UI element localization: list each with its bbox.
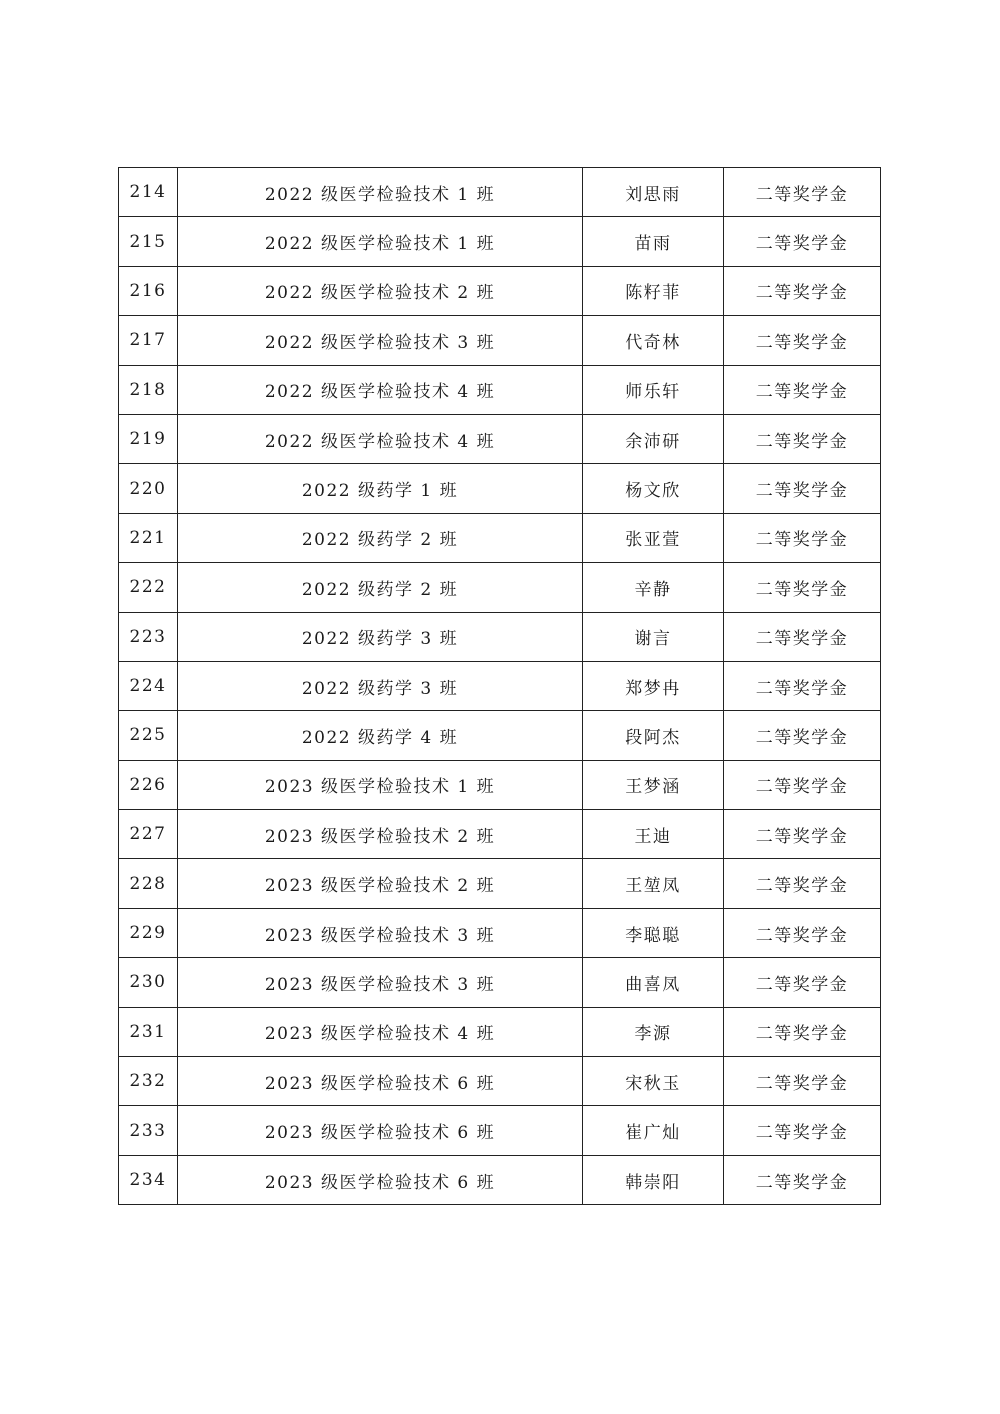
class-name-cell: 2023 级医学检验技术 4 班 <box>178 1007 583 1056</box>
student-name-cell: 王梦涵 <box>583 760 724 809</box>
student-name-cell: 辛静 <box>583 563 724 612</box>
row-number-cell: 223 <box>119 612 178 661</box>
award-level-cell: 二等奖学金 <box>724 217 881 266</box>
class-name-cell: 2022 级医学检验技术 1 班 <box>178 168 583 217</box>
table-row <box>119 168 881 217</box>
class-name-cell: 2023 级医学检验技术 2 班 <box>178 859 583 908</box>
table-row <box>119 661 881 710</box>
class-name-cell: 2022 级医学检验技术 4 班 <box>178 365 583 414</box>
student-name-cell: 李聪聪 <box>583 908 724 957</box>
student-name-cell: 韩崇阳 <box>583 1155 724 1204</box>
table-row <box>119 464 881 513</box>
row-number-cell: 234 <box>119 1155 178 1204</box>
table-row <box>119 563 881 612</box>
class-name-cell: 2022 级药学 4 班 <box>178 711 583 760</box>
award-level-cell: 二等奖学金 <box>724 563 881 612</box>
row-number-cell: 233 <box>119 1106 178 1155</box>
award-level-cell: 二等奖学金 <box>724 908 881 957</box>
row-number-cell: 218 <box>119 365 178 414</box>
scholarship-table <box>118 167 881 1205</box>
table-row <box>119 1155 881 1204</box>
award-level-cell: 二等奖学金 <box>724 1106 881 1155</box>
class-name-cell: 2022 级医学检验技术 3 班 <box>178 316 583 365</box>
row-number-cell: 224 <box>119 661 178 710</box>
row-number-cell: 225 <box>119 711 178 760</box>
student-name-cell: 曲喜凤 <box>583 958 724 1007</box>
class-name-cell: 2022 级药学 2 班 <box>178 513 583 562</box>
row-number-cell: 221 <box>119 513 178 562</box>
award-level-cell: 二等奖学金 <box>724 168 881 217</box>
row-number-cell: 220 <box>119 464 178 513</box>
table-row <box>119 1007 881 1056</box>
class-name-cell: 2022 级药学 2 班 <box>178 563 583 612</box>
table-row <box>119 365 881 414</box>
row-number-cell: 228 <box>119 859 178 908</box>
award-level-cell: 二等奖学金 <box>724 711 881 760</box>
student-name-cell: 余沛研 <box>583 414 724 463</box>
student-name-cell: 郑梦冉 <box>583 661 724 710</box>
award-level-cell: 二等奖学金 <box>724 316 881 365</box>
table-row <box>119 859 881 908</box>
table-row <box>119 217 881 266</box>
table-row <box>119 1106 881 1155</box>
class-name-cell: 2022 级医学检验技术 2 班 <box>178 266 583 315</box>
row-number-cell: 214 <box>119 168 178 217</box>
award-level-cell: 二等奖学金 <box>724 365 881 414</box>
award-level-cell: 二等奖学金 <box>724 760 881 809</box>
award-level-cell: 二等奖学金 <box>724 266 881 315</box>
class-name-cell: 2023 级医学检验技术 3 班 <box>178 908 583 957</box>
table-row <box>119 316 881 365</box>
table-row <box>119 414 881 463</box>
award-level-cell: 二等奖学金 <box>724 1007 881 1056</box>
award-level-cell: 二等奖学金 <box>724 661 881 710</box>
award-level-cell: 二等奖学金 <box>724 810 881 859</box>
row-number-cell: 230 <box>119 958 178 1007</box>
row-number-cell: 226 <box>119 760 178 809</box>
table-row <box>119 612 881 661</box>
student-name-cell: 李源 <box>583 1007 724 1056</box>
table-row <box>119 760 881 809</box>
student-name-cell: 师乐轩 <box>583 365 724 414</box>
row-number-cell: 216 <box>119 266 178 315</box>
student-name-cell: 张亚萱 <box>583 513 724 562</box>
student-name-cell: 代奇林 <box>583 316 724 365</box>
class-name-cell: 2022 级医学检验技术 1 班 <box>178 217 583 266</box>
class-name-cell: 2023 级医学检验技术 6 班 <box>178 1106 583 1155</box>
class-name-cell: 2022 级医学检验技术 4 班 <box>178 414 583 463</box>
class-name-cell: 2022 级药学 3 班 <box>178 612 583 661</box>
student-name-cell: 谢言 <box>583 612 724 661</box>
award-level-cell: 二等奖学金 <box>724 414 881 463</box>
row-number-cell: 219 <box>119 414 178 463</box>
table-row <box>119 810 881 859</box>
award-level-cell: 二等奖学金 <box>724 464 881 513</box>
table-row <box>119 1057 881 1106</box>
student-name-cell: 苗雨 <box>583 217 724 266</box>
student-name-cell: 王堃凤 <box>583 859 724 908</box>
class-name-cell: 2023 级医学检验技术 6 班 <box>178 1155 583 1204</box>
table-body <box>119 168 881 1205</box>
table-row <box>119 908 881 957</box>
row-number-cell: 222 <box>119 563 178 612</box>
student-name-cell: 陈籽菲 <box>583 266 724 315</box>
row-number-cell: 215 <box>119 217 178 266</box>
row-number-cell: 229 <box>119 908 178 957</box>
class-name-cell: 2023 级医学检验技术 2 班 <box>178 810 583 859</box>
row-number-cell: 217 <box>119 316 178 365</box>
class-name-cell: 2022 级药学 1 班 <box>178 464 583 513</box>
student-name-cell: 刘思雨 <box>583 168 724 217</box>
row-number-cell: 232 <box>119 1057 178 1106</box>
row-number-cell: 227 <box>119 810 178 859</box>
table-row <box>119 266 881 315</box>
row-number-cell: 231 <box>119 1007 178 1056</box>
student-name-cell: 宋秋玉 <box>583 1057 724 1106</box>
class-name-cell: 2022 级药学 3 班 <box>178 661 583 710</box>
award-level-cell: 二等奖学金 <box>724 1155 881 1204</box>
class-name-cell: 2023 级医学检验技术 6 班 <box>178 1057 583 1106</box>
student-name-cell: 崔广灿 <box>583 1106 724 1155</box>
award-level-cell: 二等奖学金 <box>724 513 881 562</box>
award-level-cell: 二等奖学金 <box>724 612 881 661</box>
student-name-cell: 杨文欣 <box>583 464 724 513</box>
table-row <box>119 958 881 1007</box>
award-level-cell: 二等奖学金 <box>724 859 881 908</box>
table-row <box>119 711 881 760</box>
table-row <box>119 513 881 562</box>
student-name-cell: 段阿杰 <box>583 711 724 760</box>
award-level-cell: 二等奖学金 <box>724 1057 881 1106</box>
student-name-cell: 王迪 <box>583 810 724 859</box>
award-level-cell: 二等奖学金 <box>724 958 881 1007</box>
class-name-cell: 2023 级医学检验技术 1 班 <box>178 760 583 809</box>
class-name-cell: 2023 级医学检验技术 3 班 <box>178 958 583 1007</box>
